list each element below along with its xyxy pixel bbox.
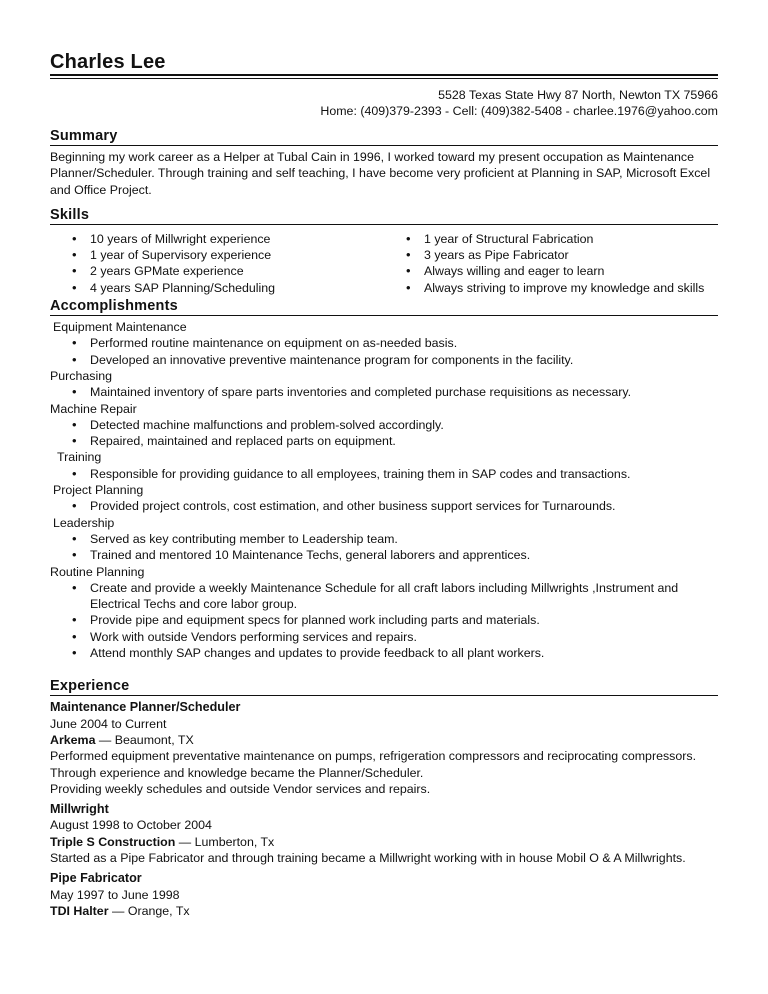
skill-item: • 1 year of Structural Fabrication [384, 231, 718, 247]
skill-item: • 4 years SAP Planning/Scheduling [50, 280, 384, 296]
accomplishment-item: • Detected machine malfunctions and problem-solved accordingly. [50, 417, 718, 433]
accomplishment-item: • Trained and mentored 10 Maintenance Techs, general laborers and apprentices. [50, 547, 718, 563]
accomplishment-category: Machine Repair [50, 401, 137, 416]
accomplishment-item: • Performed routine maintenance on equipment on as-needed basis. [50, 335, 718, 351]
job-location: Beaumont, TX [114, 732, 194, 747]
address-line: 5528 Texas State Hwy 87 North, Newton TX 75966 [438, 88, 718, 102]
job-dates: June 2004 to Current [50, 716, 167, 731]
header-divider [50, 74, 718, 79]
accomplishment-category: Leadership [53, 515, 115, 530]
accomplishment-item: • Attend monthly SAP changes and updates to provide feedback to all plant workers. [50, 645, 718, 661]
job-employer [50, 732, 718, 748]
separator-dash: — [98, 732, 112, 747]
job-employer [50, 903, 718, 919]
job-dates: August 1998 to October 2004 [50, 818, 212, 833]
job-description-line: Performed equipment preventative maintenance on pumps, refrigeration compressors and reciprocating compressors. [50, 749, 697, 764]
summary-heading: Summary [50, 128, 718, 146]
accomplishment-item: • Repaired, maintained and replaced parts on equipment. [50, 433, 718, 449]
skill-item: • Always willing and eager to learn [384, 263, 718, 279]
candidate-name: Charles Lee [50, 51, 166, 73]
skills-section [50, 207, 718, 296]
accomplishment-category: Purchasing [50, 368, 112, 383]
skill-item: • 2 years GPMate experience [50, 263, 384, 279]
job-title: Millwright [50, 802, 109, 817]
job-entry [50, 699, 718, 797]
job-description-line: Through experience and knowledge became the Planner/Scheduler. [50, 765, 424, 780]
job-description-line: Started as a Pipe Fabricator and through training became a Millwright working with in house Mobil O & A Millwrights. [50, 850, 686, 865]
accomplishment-category: Equipment Maintenance [53, 320, 187, 335]
accomplishment-item: • Provided project controls, cost estimation, and other business support services for Turnarounds. [50, 498, 718, 514]
accomplishment-item: • Developed an innovative preventive maintenance program for components in the facility. [50, 352, 718, 368]
accomplishment-item: • Work with outside Vendors performing services and repairs. [50, 629, 718, 645]
job-title: Pipe Fabricator [50, 871, 142, 886]
job-employer [50, 834, 718, 850]
accomplishment-item: • Served as key contributing member to Leadership team. [50, 531, 718, 547]
accomplishments-section [50, 298, 718, 661]
company-name: Arkema [50, 732, 96, 747]
accomplishment-category: Project Planning [53, 483, 144, 498]
accomplishment-item: • Responsible for providing guidance to all employees, training them in SAP codes and transactions. [50, 466, 718, 482]
company-name: TDI Halter [50, 903, 109, 918]
skill-item: • 3 years as Pipe Fabricator [384, 247, 718, 263]
skill-item: • 1 year of Supervisory experience [50, 247, 384, 263]
separator-dash: — [111, 903, 125, 918]
job-location: Lumberton, Tx [194, 834, 275, 849]
accomplishment-item: • Create and provide a weekly Maintenance Schedule for all craft labors including Millwrights ,Instrument and Electrical Techs and core labor group. [50, 580, 718, 613]
skills-columns [50, 231, 718, 296]
job-location: Orange, Tx [127, 903, 190, 918]
experience-section [50, 678, 718, 919]
skill-item: • Always striving to improve my knowledge and skills [384, 280, 718, 296]
skills-right-column [384, 231, 718, 296]
summary-section [50, 128, 718, 198]
company-name: Triple S Construction [50, 834, 176, 849]
job-description-line: Providing weekly schedules and outside Vendor services and repairs. [50, 781, 431, 796]
resume-page [50, 50, 718, 923]
accomplishment-item: • Provide pipe and equipment specs for planned work including parts and materials. [50, 612, 718, 628]
job-title: Maintenance Planner/Scheduler [50, 700, 241, 715]
skills-heading: Skills [50, 207, 718, 225]
skill-item: • 10 years of Millwright experience [50, 231, 384, 247]
accomplishments-body [50, 319, 718, 661]
summary-text: Beginning my work career as a Helper at Tubal Cain in 1996, I worked toward my present occupation as Maintenance Planner/Scheduler. Through training and self teaching, I have become very proficient at Planning in SAP, Microsoft Excel and Office Project. [50, 150, 711, 197]
job-dates: May 1997 to June 1998 [50, 887, 180, 902]
job-entry [50, 870, 718, 919]
accomplishments-heading: Accomplishments [50, 298, 718, 316]
contact-block [50, 88, 718, 119]
skills-left-column [50, 231, 384, 296]
experience-heading: Experience [50, 678, 718, 696]
separator-dash: — [178, 834, 192, 849]
accomplishment-item: • Maintained inventory of spare parts inventories and completed purchase requisitions as necessary. [50, 384, 718, 400]
accomplishment-category: Training [57, 450, 102, 465]
job-entry [50, 801, 718, 866]
accomplishment-category: Routine Planning [50, 564, 145, 579]
contact-line: Home: (409)379-2393 - Cell: (409)382-5408 - charlee.1976@yahoo.com [320, 103, 718, 118]
